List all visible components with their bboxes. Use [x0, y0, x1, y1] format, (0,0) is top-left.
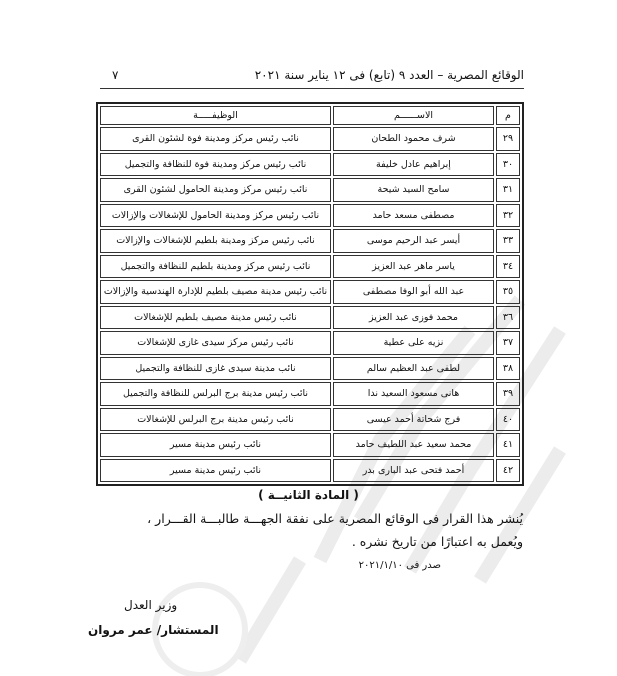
article-line-1: يُنشر هذا القرار فى الوقائع المصرية على نفقة الجهـــة طالبـــة القـــرار ، [147, 511, 523, 526]
row-name: محمد فوزى عبد العزيز [333, 306, 494, 330]
article-line-2: ويُعمل به اعتبارًا من تاريخ نشره . [351, 534, 523, 549]
row-number: ٣٩ [496, 382, 520, 406]
row-job: نائب رئيس مركز ومدينة بلطيم للنظافة والتجميل [100, 255, 331, 279]
row-name: أحمد فتحى عبد البارى بدر [333, 459, 494, 483]
row-name: هانى مسعود السعيد ندا [333, 382, 494, 406]
row-name: محمد سعيد عبد اللطيف حامد [333, 433, 494, 457]
row-job: نائب رئيس مركز ومدينة فوة للنظافة والتجميل [100, 153, 331, 177]
row-job: نائب رئيس مدينة مسير [100, 459, 331, 483]
table-row [100, 331, 520, 355]
row-name: عبد الله أبو الوفا مصطفى [333, 280, 494, 304]
signatory-name: المستشار/ عمر مروان [88, 623, 219, 637]
row-name: نزيه على عطية [333, 331, 494, 355]
table-row [100, 357, 520, 381]
table-row [100, 127, 520, 151]
row-number: ٤١ [496, 433, 520, 457]
row-name: لطفى عبد العظيم سالم [333, 357, 494, 381]
row-number: ٤٢ [496, 459, 520, 483]
table-row [100, 382, 520, 406]
column-header-name: الاســــــم [333, 106, 494, 125]
row-number: ٣٥ [496, 280, 520, 304]
row-number: ٣٦ [496, 306, 520, 330]
row-job: نائب رئيس مركز سيدى غازى للإشغالات [100, 331, 331, 355]
row-job: نائب رئيس مدينة مصيف بلطيم للإشغالات [100, 306, 331, 330]
row-job: نائب مدينة سيدى غازى للنظافة والتجميل [100, 357, 331, 381]
article-heading: ( المادة الثانيــة ) [258, 488, 359, 502]
table-row [100, 204, 520, 228]
column-header-number: م [496, 106, 520, 125]
table-row [100, 255, 520, 279]
column-header-job: الوظيفـــــة [100, 106, 331, 125]
row-number: ٣١ [496, 178, 520, 202]
appointments-table [96, 102, 524, 486]
row-number: ٣٨ [496, 357, 520, 381]
row-job: نائب رئيس مركز ومدينة الحامول للإشغالات والإزالات [100, 204, 331, 228]
header-title: الوقائع المصرية – العدد ٩ (تابع) فى ١٢ يناير سنة ٢٠٢١ [254, 68, 524, 82]
minister-title: وزير العدل [124, 598, 178, 612]
table-row [100, 306, 520, 330]
row-name: فرج شحاتة أحمد عيسى [333, 408, 494, 432]
row-name: أيسر عبد الرحيم موسى [333, 229, 494, 253]
row-number: ٣٣ [496, 229, 520, 253]
row-job: نائب رئيس مدينة برج البرلس للإشغالات [100, 408, 331, 432]
page-number: ٧ [112, 68, 119, 82]
row-name: إبراهيم عادل خليفة [333, 153, 494, 177]
row-number: ٢٩ [496, 127, 520, 151]
row-job: نائب رئيس مركز ومدينة الحامول لشئون القرى [100, 178, 331, 202]
row-name: سامح السيد شيحة [333, 178, 494, 202]
page-header [100, 66, 524, 89]
row-job: نائب رئيس مدينة برج البرلس للنظافة والتجميل [100, 382, 331, 406]
table-row [100, 280, 520, 304]
table-row [100, 408, 520, 432]
row-number: ٣٤ [496, 255, 520, 279]
table-row [100, 178, 520, 202]
row-name: مصطفى مسعد حامد [333, 204, 494, 228]
row-number: ٣٧ [496, 331, 520, 355]
table-row [100, 433, 520, 457]
row-number: ٤٠ [496, 408, 520, 432]
table-row [100, 229, 520, 253]
row-job: نائب رئيس مركز ومدينة فوة لشئون القرى [100, 127, 331, 151]
row-name: ياسر ماهر عبد العزيز [333, 255, 494, 279]
row-job: نائب رئيس مدينة مصيف بلطيم للإدارة الهندسية والإزالات [100, 280, 331, 304]
issue-date: صدر فى ٢٠٢١/١/١٠ [358, 560, 441, 571]
row-number: ٣٠ [496, 153, 520, 177]
row-number: ٣٢ [496, 204, 520, 228]
table-row [100, 153, 520, 177]
table-row [100, 459, 520, 483]
row-job: نائب رئيس مدينة مسير [100, 433, 331, 457]
row-name: شرف محمود الطحان [333, 127, 494, 151]
row-job: نائب رئيس مركز ومدينة بلطيم للإشغالات والإزالات [100, 229, 331, 253]
table-header-row [100, 106, 520, 125]
